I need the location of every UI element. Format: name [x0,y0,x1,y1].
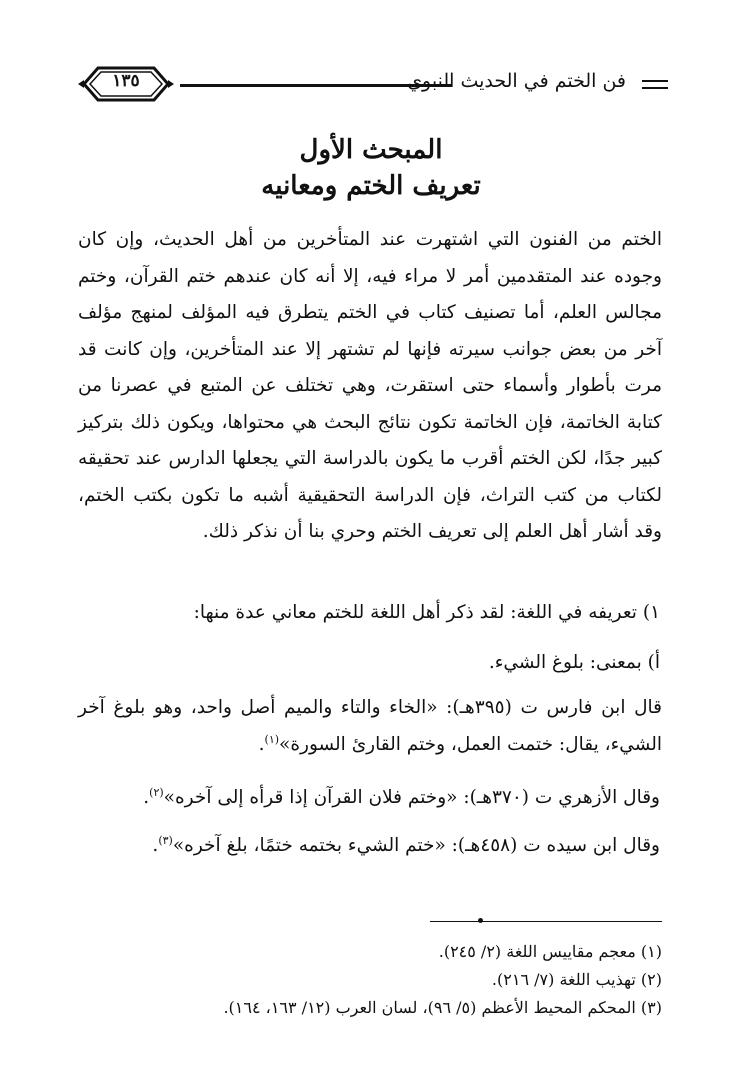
definition-heading: ١) تعريفه في اللغة: لقد ذكر أهل اللغة للختم معاني عدة منها: [193,602,660,623]
footnotes [82,938,662,1022]
footnote-separator [430,921,662,922]
footnote-item: (١) معجم مقاييس اللغة (٢/ ٢٤٥). [438,942,662,961]
section-heading: المبحث الأول [299,135,443,165]
header-rule-end-top [642,80,668,82]
quote-text: قال ابن فارس ت (٣٩٥هـ): «الخاء والتاء والميم أصل واحد، وهو بلوغ آخر الشيء، يقال: ختمت العمل، وختم القارئ السورة» [78,697,662,755]
intro-paragraph: الختم من الفنون التي اشتهرت عند المتأخرين من أهل الحديث، وإن كان وجوده عند المتقدمين أمر لا مراء فيه، إلا أنه كان عندهم ختم القرآن، وختم مجالس العلم، أما تصنيف كتاب في الختم يتطرق فيه المؤلف لمنهج مؤلف آخر من بعض جوانب سيرته فإنها لم تشتهر إلا عند المتأخرين، وإن كانت قد مرت بأطوار وأسماء حتى استقرت، وهي تختلف عن المتبع في عصرنا من كتابة الخاتمة، فإن الخاتمة تكون نتائج البحث هي محتواها، ويكون ذلك بتركيز كبير جدًا، لكن الختم أقرب ما يكون بالدراسة التي يجعلها الدارس عند تحقيقه لكتاب من كتب التراث، فإن الدراسة التحقيقية أشبه ما تكون بكتب الختم، وقد أشار أهل العلم إلى تعريف الختم وحري بنا أن نذكر ذلك. [78,229,662,542]
period: . [152,835,159,856]
section-subtitle: تعريف الختم ومعانيه [261,171,481,201]
page-number: ١٣٥ [112,71,140,91]
period: . [258,733,265,755]
quote-ibn-faris [78,690,662,763]
footnote-ref[interactable]: (٢) [149,785,164,799]
quote-text: وقال ابن سيده ت (٤٥٨هـ): «ختم الشيء بختمه ختمًا، بلغ آخره» [172,835,660,856]
header-rule-end-bottom [642,87,668,89]
quote-ibn-sidah [100,828,660,865]
period: . [143,787,150,808]
quote-text: وقال الأزهري ت (٣٧٠هـ): «وختم فلان القرآن إذا قرأه إلى آخره» [163,787,660,808]
meaning-a: أ) بمعنى: بلوغ الشيء. [488,652,660,673]
footnote-item: (٢) تهذيب اللغة (٧/ ٢١٦). [491,970,662,989]
footnote-ref[interactable]: (١) [264,732,280,746]
footnote-dot [478,918,483,923]
running-title: فن الختم في الحديث النبوي [407,70,626,92]
footnote-item: (٣) المحكم المحيط الأعظم (٥/ ٩٦)، لسان العرب (١٢/ ١٦٣، ١٦٤). [223,998,662,1017]
running-header [72,62,670,106]
quote-azhari [100,780,660,817]
footnote-ref[interactable]: (٣) [158,833,173,847]
